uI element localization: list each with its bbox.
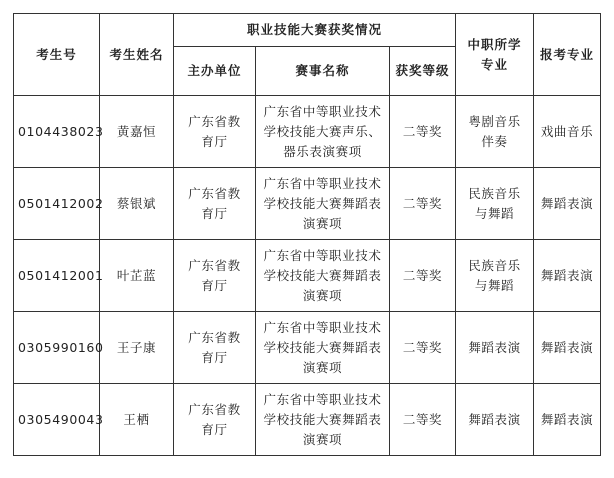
cell-exam-id: 0305990160 bbox=[14, 312, 100, 384]
table-row bbox=[14, 168, 601, 240]
header-apply-major: 报考专业 bbox=[534, 14, 601, 96]
cell-level: 二等奖 bbox=[390, 96, 456, 168]
cell-level: 二等奖 bbox=[390, 168, 456, 240]
cell-name: 蔡银斌 bbox=[100, 168, 174, 240]
cell-level: 二等奖 bbox=[390, 384, 456, 456]
cell-organizer: 广东省教育厅 bbox=[174, 240, 256, 312]
cell-exam-id: 0501412001 bbox=[14, 240, 100, 312]
cell-apply-major: 舞蹈表演 bbox=[534, 384, 601, 456]
header-award-group: 职业技能大赛获奖情况 bbox=[174, 14, 456, 47]
cell-organizer: 广东省教育厅 bbox=[174, 168, 256, 240]
cell-exam-id: 0501412002 bbox=[14, 168, 100, 240]
cell-name: 王子康 bbox=[100, 312, 174, 384]
header-row-top bbox=[14, 14, 601, 47]
cell-major: 民族音乐与舞蹈 bbox=[456, 240, 534, 312]
cell-name: 黄嘉恒 bbox=[100, 96, 174, 168]
table-row bbox=[14, 312, 601, 384]
header-major: 中职所学专业 bbox=[456, 14, 534, 96]
cell-exam-id: 0305490043 bbox=[14, 384, 100, 456]
header-organizer: 主办单位 bbox=[174, 47, 256, 96]
cell-level: 二等奖 bbox=[390, 240, 456, 312]
cell-event: 广东省中等职业技术学校技能大赛舞蹈表演赛项 bbox=[256, 168, 390, 240]
cell-name: 叶芷蓝 bbox=[100, 240, 174, 312]
cell-apply-major: 舞蹈表演 bbox=[534, 240, 601, 312]
header-level: 获奖等级 bbox=[390, 47, 456, 96]
cell-apply-major: 舞蹈表演 bbox=[534, 168, 601, 240]
cell-major: 舞蹈表演 bbox=[456, 312, 534, 384]
cell-organizer: 广东省教育厅 bbox=[174, 312, 256, 384]
cell-name: 王栖 bbox=[100, 384, 174, 456]
cell-major: 粤剧音乐伴奏 bbox=[456, 96, 534, 168]
table-row bbox=[14, 384, 601, 456]
cell-event: 广东省中等职业技术学校技能大赛舞蹈表演赛项 bbox=[256, 384, 390, 456]
award-table bbox=[13, 13, 601, 456]
header-name: 考生姓名 bbox=[100, 14, 174, 96]
cell-major: 舞蹈表演 bbox=[456, 384, 534, 456]
cell-event: 广东省中等职业技术学校技能大赛舞蹈表演赛项 bbox=[256, 312, 390, 384]
cell-level: 二等奖 bbox=[390, 312, 456, 384]
cell-organizer: 广东省教育厅 bbox=[174, 96, 256, 168]
table-row bbox=[14, 240, 601, 312]
table-row bbox=[14, 96, 601, 168]
header-exam-id: 考生号 bbox=[14, 14, 100, 96]
cell-organizer: 广东省教育厅 bbox=[174, 384, 256, 456]
cell-apply-major: 戏曲音乐 bbox=[534, 96, 601, 168]
header-event: 赛事名称 bbox=[256, 47, 390, 96]
cell-major: 民族音乐与舞蹈 bbox=[456, 168, 534, 240]
cell-event: 广东省中等职业技术学校技能大赛舞蹈表演赛项 bbox=[256, 240, 390, 312]
cell-event: 广东省中等职业技术学校技能大赛声乐、器乐表演赛项 bbox=[256, 96, 390, 168]
cell-apply-major: 舞蹈表演 bbox=[534, 312, 601, 384]
cell-exam-id: 0104438023 bbox=[14, 96, 100, 168]
